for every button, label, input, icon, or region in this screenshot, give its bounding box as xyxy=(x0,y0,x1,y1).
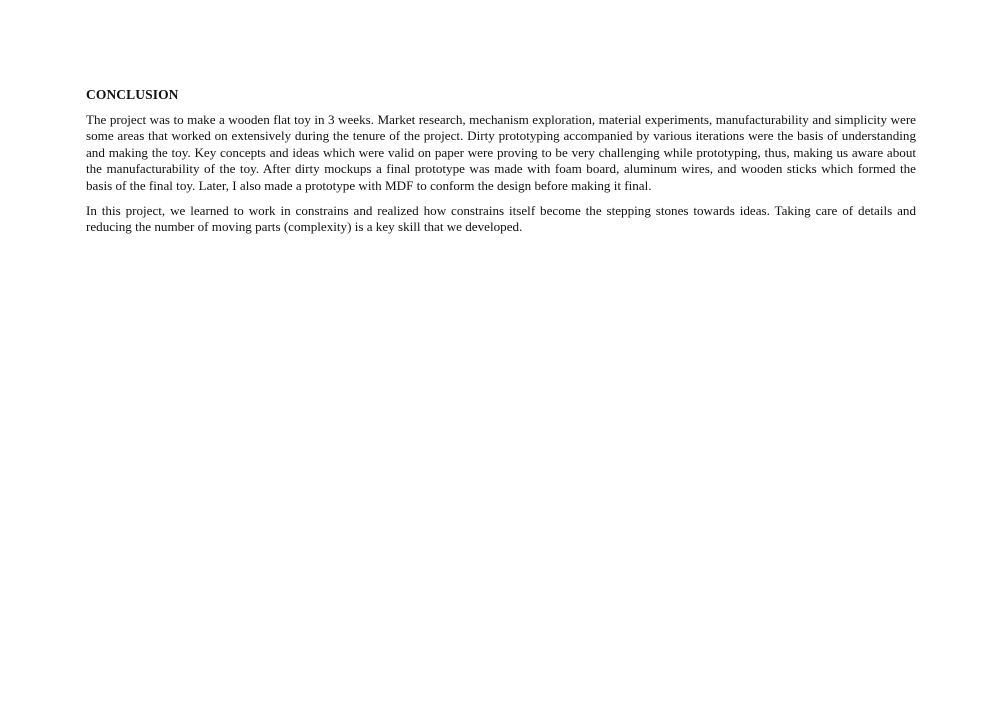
paragraph-1: The project was to make a wooden flat toy in 3 weeks. Market research, mechanism exploration, material experiments, manufacturability and simplicity were some areas that worked on extensively during the tenure of the project. Dirty prototyping accompanied by various iterations were the basis of understanding and making the toy. Key concepts and ideas which were valid on paper were proving to be very challenging while prototyping, thus, making us aware about the manufacturability of the toy. After dirty mockups a final prototype was made with foam board, aluminum wires, and wooden sticks which formed the basis of the final toy. Later, I also made a prototype with MDF to conform the design before making it final. xyxy=(86,112,916,193)
section-heading: CONCLUSION xyxy=(86,87,179,102)
paragraph-2: In this project, we learned to work in constrains and realized how constrains itself become the stepping stones towards ideas. Taking care of details and reducing the number of moving parts (complexity) is a key skill that we developed. xyxy=(86,203,916,235)
document-page xyxy=(86,86,916,245)
